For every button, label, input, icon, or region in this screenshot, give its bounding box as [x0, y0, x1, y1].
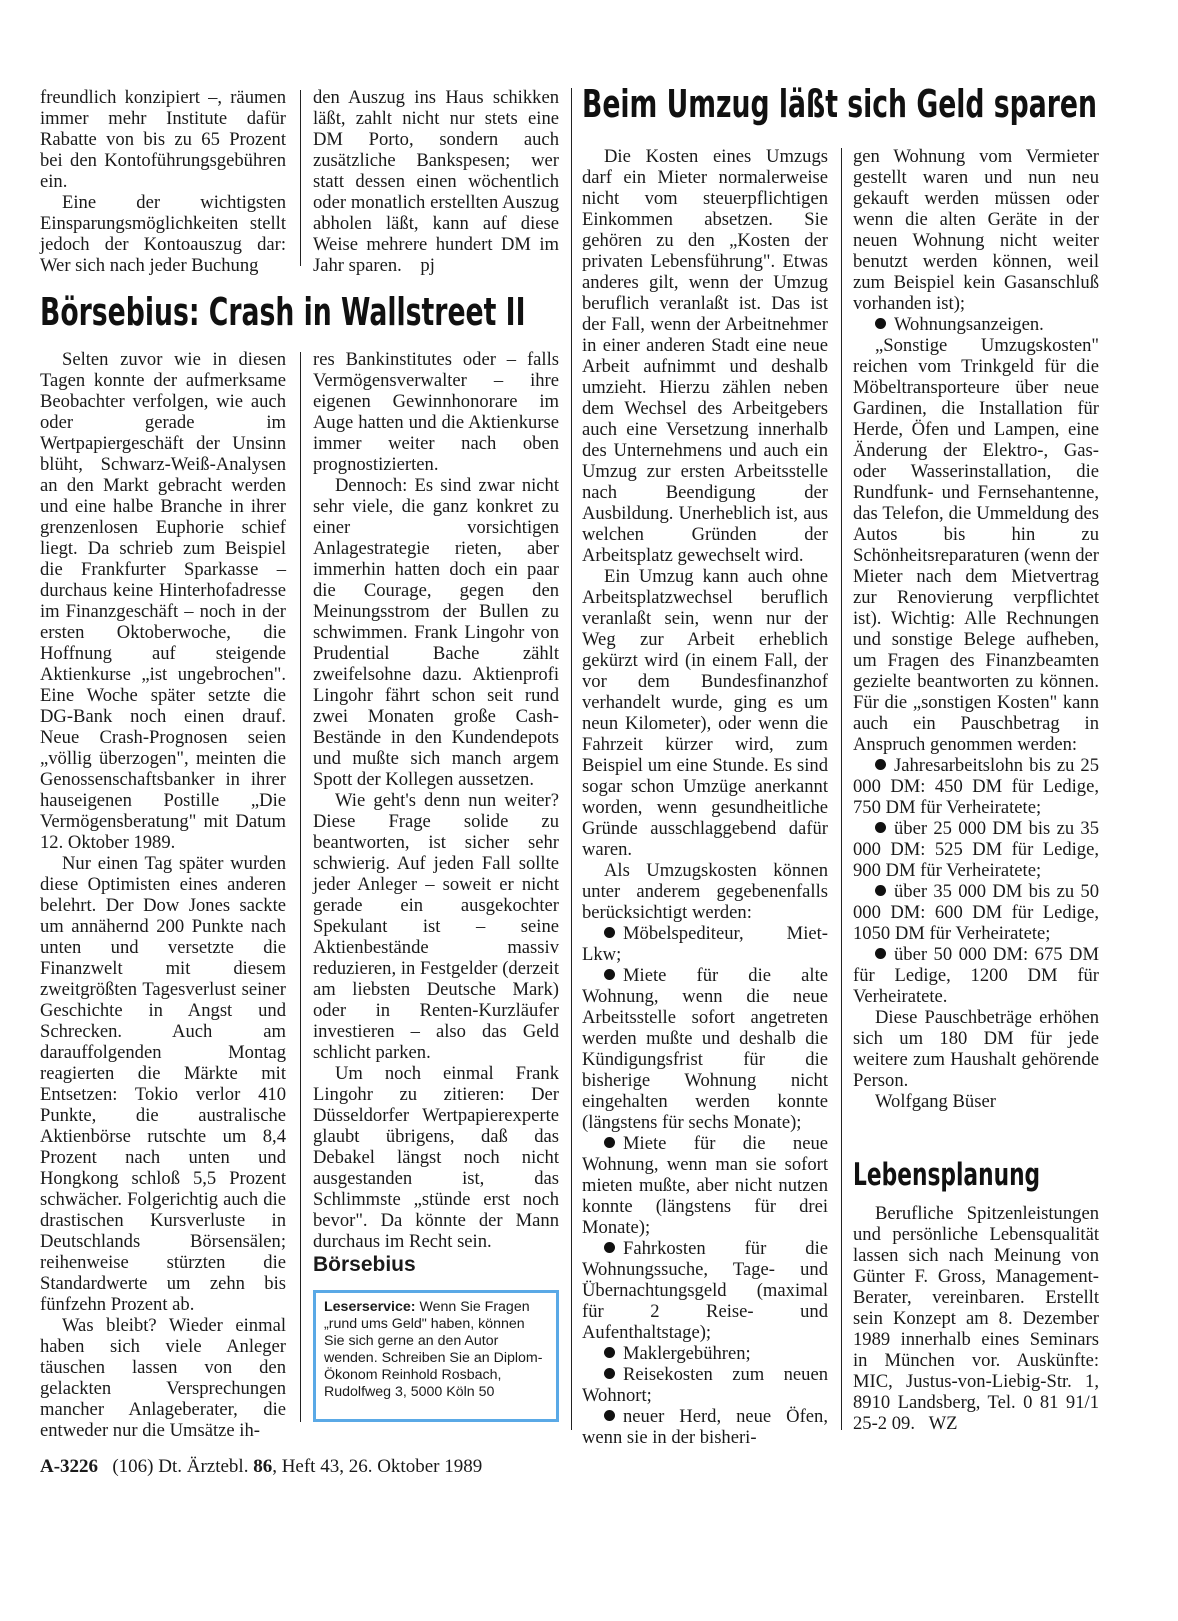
umzug-col2-para-2: „Sonstige Umzugskosten" reichen vom Trinkgeld für die Möbeltransporteure über neue Gardinen, die Installation für Herde, Öfen und Lampen, eine Änderung der Elektro-, Gas- oder Wasserinstallation, die Rundfunk- und Fernsehantenne, das Telefon, die Ummeldung des Autos bis hin zu Schönheitsreparaturen (wenn der Mieter nach dem Mietvertrag zur Renovierung verpflichtet ist). Wichtig: Alle Rechnungen und sonstige Belege aufheben, um Fragen des Finanzbeamten gezielte beantworten zu können. Für die „sonstigen Kosten" kann auch ein Pauschbetrag in Anspruch genommen werden: — [853, 335, 1099, 755]
top-col2-text: den Auszug ins Haus schikken läßt, zahlt nicht nur stets eine DM Porto, sondern auch zusätzliche Bankspesen; wer statt dessen einen wöchentlich oder monatlich erstellten Auszug abholen läßt, kann auf diese Weise mehrere hundert DM im Jahr sparen. — [313, 87, 559, 276]
umzug-list-item: Jahresarbeitslohn bis zu 25 000 DM: 450 DM für Ledige, 750 DM für Verheiratete; — [853, 755, 1099, 818]
leserservice-label: Leserservice: — [324, 1299, 416, 1315]
boersebius-col2 — [313, 349, 559, 1252]
bullet-icon — [604, 1347, 615, 1358]
page-index: (106) — [112, 1456, 154, 1477]
top-col2-signature: pj — [420, 255, 435, 276]
umzug-list-item: über 50 000 DM: 675 DM für Ledige, 1200 DM für Verheiratete. — [853, 944, 1099, 1007]
umzug-col2-para-3: Diese Pauschbeträge erhöhen sich um 180 DM für jede weitere zum Haushalt gehörende Person. — [853, 1007, 1099, 1091]
bullet-icon — [604, 969, 615, 980]
umzug-col2 — [853, 146, 1099, 1112]
journal-volume: 86 — [253, 1456, 273, 1477]
bullet-icon — [875, 885, 886, 896]
umzug-list-item: neuer Herd, neue Öfen, wenn sie in der bisheri- — [582, 1406, 828, 1448]
umzug-col1-para-1: Die Kosten eines Umzugs darf ein Mieter normalerweise nicht vom steuerpflichtigen Einkommen absetzen. Sie gehören zu den „Kosten der privaten Lebensführung". Etwas anderes gilt, wenn der Umzug beruflich veranlaßt ist. Das ist der Fall, wenn der Arbeitnehmer in einer anderen Stadt eine neue Arbeit aufnimmt und deshalb umzieht. Hierzu zählen neben dem Wechsel des Arbeitgebers auch eine Versetzung innerhalb des Unternehmens und auch ein Umzug zur ersten Arbeitsstelle nach Beendigung der Ausbildung. Unerheblich ist, aus welchen Gründen der Arbeitsplatz gewechselt wird. — [582, 146, 828, 566]
umzug-col2-para-1: gen Wohnung vom Vermieter gestellt waren und nun neu gekauft werden müssen oder wenn die alten Geräte in der neuen Wohnung nicht weiter benutzt werden können, weil zum Beispiel kein Gasanschluß vorhanden ist); — [853, 146, 1099, 314]
umzug-headline: Beim Umzug läßt sich Geld sparen — [582, 82, 1097, 126]
bullet-icon — [604, 1368, 615, 1379]
boersebius-col1-para-2: Nur einen Tag später wurden diese Optimisten eines anderen belehrt. Der Dow Jones sackte um annähernd 200 Punkte nach unten und versetzte die Finanzwelt mit diesem zweitgrößten Tagesverlust seiner Geschichte in Angst und Schrecken. Auch am darauffolgenden Montag reagierten die Märkte mit Entsetzen: Tokio verlor 410 Punkte, die australische Aktienbörse rutschte um 8,4 Prozent nach unten und Hongkong schloß 5,5 Prozent schwächer. Folgerichtig auch die drastischen Kursverluste in Deutschlands Börsensälen; reihenweise stürzten die Standardwerte um zehn bis fünfzehn Prozent ab. — [40, 853, 286, 1315]
leserservice-box — [313, 1290, 559, 1422]
bullet-icon — [604, 1410, 615, 1421]
journal-name: Dt. Ärztebl. — [158, 1456, 249, 1477]
bullet-icon — [604, 1137, 615, 1148]
column-rule — [300, 352, 301, 1422]
umzug-list-item: Fahrkosten für die Wohnungssuche, Tage- und Übernachtungsgeld (maximal für 2 Reise- und Aufenthaltstage); — [582, 1238, 828, 1343]
boersebius-headline: Börsebius: Crash in Wallstreet II — [40, 290, 526, 334]
bullet-icon — [875, 948, 886, 959]
umzug-list-item: über 35 000 DM bis zu 50 000 DM: 600 DM für Ledige, 1050 DM für Verheiratete; — [853, 881, 1099, 944]
umzug-list-item: Wohnungsanzeigen. — [853, 314, 1099, 335]
boersebius-author: Börsebius — [313, 1253, 416, 1276]
bullet-icon — [604, 927, 615, 938]
boersebius-col2-para-2: Dennoch: Es sind zwar nicht sehr viele, die ganz konkret zu einer vorsichtigen Anlagestrategie rieten, aber immerhin hatten doch ein paar die Courage, gegen den Meinungsstrom der Bullen zu schwimmen. Frank Lingohr von Prudential Bache zählt zweifelsohne dazu. Aktienprofi Lingohr fährt schon seit rund zwei Monaten große Cash-Bestände in den Kundendepots und mußte sich manch argem Spott der Kollegen aussetzen. — [313, 475, 559, 790]
top-col2 — [313, 87, 559, 276]
column-rule — [841, 148, 842, 1430]
umzug-list-item: Möbelspediteur, Miet-Lkw; — [582, 923, 828, 965]
umzug-col1-para-2: Ein Umzug kann auch ohne Arbeitsplatzwechsel beruflich veranlaßt sein, wenn nur der Weg zur Arbeit erheblich gekürzt wird (in einem Fall, der vor dem Bundesfinanzhof verhandelt wurde, ging es um neun Kilometer), oder wenn die Fahrzeit kürzer wird, zum Beispiel um eine Stunde. Es sind sogar schon Umzüge anerkannt worden, wenn gesundheitliche Gründe ausschlaggebend dafür waren. — [582, 566, 828, 860]
page-number: A-3226 — [40, 1456, 99, 1477]
umzug-list-item: über 25 000 DM bis zu 35 000 DM: 525 DM für Ledige, 900 DM für Verheiratete; — [853, 818, 1099, 881]
umzug-author: Wolfgang Büser — [875, 1091, 996, 1112]
section-rule — [571, 88, 572, 1430]
top-col2-para — [313, 87, 559, 276]
umzug-col1 — [582, 146, 828, 1448]
top-col1 — [40, 87, 286, 276]
bullet-icon — [875, 759, 886, 770]
bullet-icon — [604, 1242, 615, 1253]
bullet-icon — [875, 822, 886, 833]
boersebius-col1 — [40, 349, 286, 1441]
lebensplanung-para: Berufliche Spitzenleistungen und persönliche Lebensqualität lassen sich nach Meinung von Günter F. Gross, Management-Berater, vereinbaren. Erstellt sein Konzept am 8. Dezember 1989 innerhalb eines Seminars in München vor. Auskünfte: MIC, Justus-von-Liebig-Str. 1, 8910 Landsberg, Tel. 0 81 91/1 25-2 09. WZ — [853, 1203, 1099, 1434]
leserservice-text: Wenn Sie Fragen „rund ums Geld" haben, können Sie sich gerne an den Autor wenden. Schreiben Sie an Diplom-Ökonom Reinhold Rosbach, Rudolfweg 3, 5000 Köln 50 — [324, 1299, 543, 1400]
boersebius-col2-para-3: Wie geht's denn nun weiter? Diese Frage solide zu beantworten, ist sicher sehr schwierig. Auf jeden Fall sollte jeder Anleger – soweit er nicht gerade ein ausgekochter Spekulant ist – seine Aktienbestände massiv reduzieren, in Festgelder (derzeit am liebsten Deutsche Mark) oder in Renten-Kurzläufer investieren – also das Geld schlicht parken. — [313, 790, 559, 1063]
journal-issue: , Heft 43, 26. Oktober 1989 — [272, 1456, 483, 1477]
page-footer — [40, 1456, 482, 1478]
boersebius-col2-para-1: res Bankinstitutes oder – falls Vermögensverwalter – ihre eigenen Gewinnhonorare im Auge hatten und die Aktienkurse immer weiter nach oben prognostizierten. — [313, 349, 559, 475]
top-col1-para-2: Eine der wichtigsten Einsparungsmöglichkeiten stellt jedoch der Kontoauszug dar: Wer sich nach jeder Buchung — [40, 192, 286, 276]
column-rule — [300, 90, 301, 266]
boersebius-col1-para-3: Was bleibt? Wieder einmal haben sich viele Anleger täuschen lassen von den gelackten Versprechungen mancher Anlageberater, die entweder nur die Umsätze ih- — [40, 1315, 286, 1441]
umzug-col1-para-3: Als Umzugskosten können unter anderem gegebenenfalls berücksichtigt werden: — [582, 860, 828, 923]
top-col1-para-1: freundlich konzipiert –, räumen immer mehr Institute dafür Rabatte von bis zu 65 Prozent bei den Kontoführungsgebühren ein. — [40, 87, 286, 192]
lebensplanung-body — [853, 1203, 1099, 1434]
boersebius-col1-para-1: Selten zuvor wie in diesen Tagen konnte der aufmerksame Beobachter verfolgen, wie auch oder gerade im Wertpapiergeschäft der Unsinn blüht, Schwarz-Weiß-Analysen an den Markt gebracht werden und eine halbe Branche in ihrer grenzenlosen Euphorie schief liegt. Da schrieb zum Beispiel die Frankfurter Sparkasse – durchaus keine Hinterhofadresse im Finanzgeschäft – noch in der ersten Oktoberwoche, die Hoffnung auf steigende Aktienkurse „ist ungebrochen". Eine Woche später setzte die DG-Bank noch einen drauf. Neue Crash-Prognosen seien „völlig überzogen", meinten die Genossenschaftsbanker in ihrer hauseigenen Postille „Die Vermögensberatung" mit Datum 12. Oktober 1989. — [40, 349, 286, 853]
lebensplanung-headline: Lebensplanung — [853, 1157, 1041, 1193]
umzug-list-item: Miete für die neue Wohnung, wenn man sie sofort mieten mußte, aber nicht nutzen konnte (längstens für drei Monate); — [582, 1133, 828, 1238]
umzug-list-item: Maklergebühren; — [582, 1343, 828, 1364]
bullet-icon — [875, 318, 886, 329]
umzug-list-item: Miete für die alte Wohnung, wenn die neue Arbeitsstelle sofort angetreten werden mußte und deshalb die Kündigungsfrist für die bisherige Wohnung nicht eingehalten werden konnte (längstens für sechs Monate); — [582, 965, 828, 1133]
lebensplanung-signature: WZ — [928, 1413, 958, 1434]
boersebius-col2-para-4: Um noch einmal Frank Lingohr zu zitieren: Der Düsseldorfer Wertpapierexperte glaubt übrigens, daß das Debakel längst noch nicht ausgestanden ist, das Schlimmste „stünde erst noch bevor". Da könnte der Mann durchaus im Recht sein. — [313, 1063, 559, 1252]
umzug-list-item: Reisekosten zum neuen Wohnort; — [582, 1364, 828, 1406]
